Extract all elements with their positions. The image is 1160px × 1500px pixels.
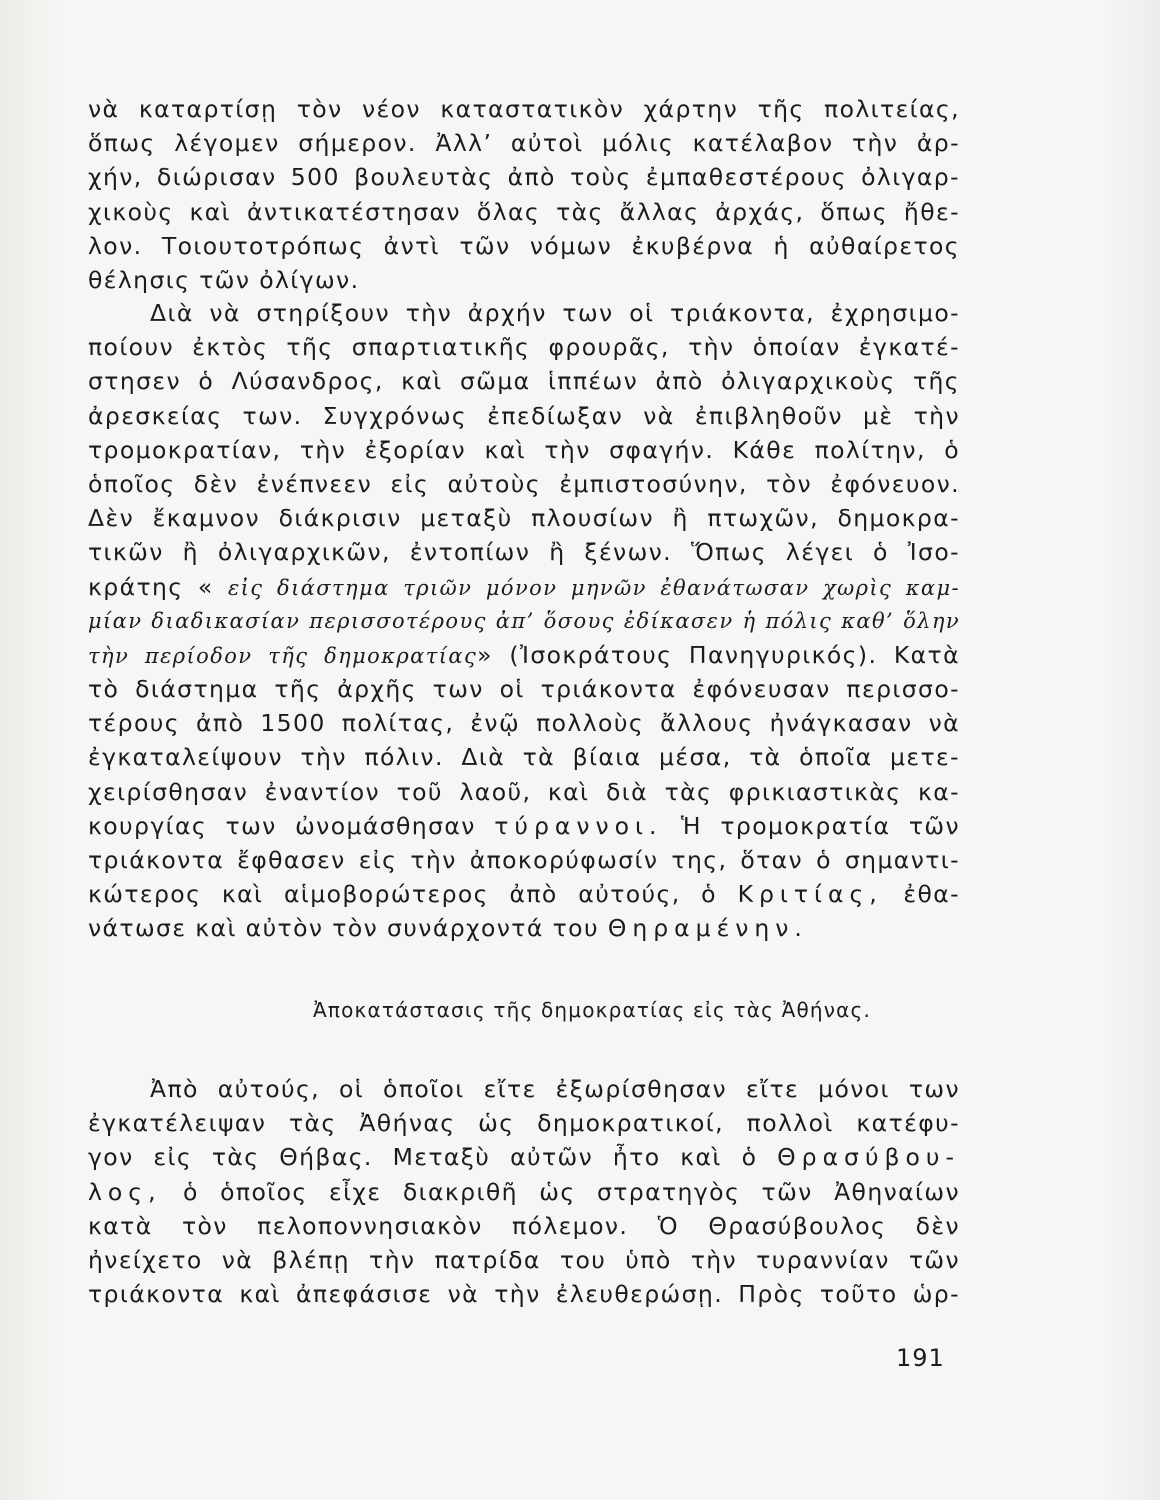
text-line: τὸ διάστημα τῆς ἀρχῆς των οἱ τριάκοντα ἐφόνευσαν περισσο- [88, 675, 960, 704]
paragraph-thrasybulus [88, 1072, 960, 1311]
text-segment: κώτερος καὶ αἱμοβορώτερος ἀπὸ αὐτούς, ὁ [88, 880, 717, 909]
text-line: ἐγκατέλειψαν τὰς Ἀθήνας ὡς δημοκρατικοί, πολλοὶ κατέφυ- [88, 1109, 960, 1138]
text-line: Ἀπὸ αὐτούς, οἱ ὁποῖοι εἴτε ἐξωρίσθησαν εἴτε μόνοι των [150, 1075, 960, 1103]
text-segment: ἐθα- [903, 880, 961, 909]
text-line: τρομοκρατίαν, τὴν ἐξορίαν καὶ τὴν σφαγήν. Κάθε πολίτην, ὁ [88, 435, 960, 464]
text-line: τικῶν ἢ ὀλιγαρχικῶν, ἐντοπίων ἢ ξένων. Ὅπως λέγει ὁ Ἰσο- [88, 538, 960, 567]
text-line: ἠνείχετο νὰ βλέπῃ τὴν πατρίδα του ὑπὸ τὴν τυραννίαν τῶν [88, 1245, 960, 1274]
page-number: 191 [896, 1344, 945, 1372]
text-line [88, 877, 960, 911]
paragraph-continuation [88, 92, 960, 297]
text-line: ὁποῖος δὲν ἐνέπνεεν εἰς αὐτοὺς ἐμπιστοσύνην, τὸν ἐφόνευον. [88, 469, 960, 498]
quote-line: μίαν διαδικασίαν περισσοτέρους ἀπ’ ὅσους ἐδίκασεν ἡ πόλις καθ’ ὅλην [88, 608, 960, 633]
text-line: τέρους ἀπὸ 1500 πολίτας, ἐνῷ πολλοὺς ἄλλους ἠνάγκασαν νὰ [88, 709, 960, 738]
quote-text: τὴν περίοδον τῆς δημοκρατίας [88, 643, 478, 668]
text-line: χήν, διώρισαν 500 βουλευτὰς ἀπὸ τοὺς ἐμπαθεστέρους ὀλιγαρ- [88, 163, 960, 192]
text-line: θέλησις τῶν ὀλίγων. [88, 265, 360, 294]
text-segment: γον εἰς τὰς Θήβας. Μεταξὺ αὐτῶν ἦτο καὶ ὁ [88, 1143, 758, 1172]
text-line [88, 911, 960, 945]
text-line: χειρίσθησαν ἐναντίον τοῦ λαοῦ, καὶ διὰ τὰς φρικιαστικὰς κα- [88, 777, 960, 806]
emphasis-kritias: Κριτίας, [737, 880, 883, 909]
text-segment: ὁ ὁποῖος εἶχε διακριθῆ ὡς στρατηγὸς τῶν Ἀθηναίων [182, 1177, 960, 1206]
quote-line [88, 570, 960, 604]
text-line [88, 809, 960, 843]
text-line [88, 1140, 960, 1174]
text-line [88, 1175, 960, 1209]
quote-line [88, 638, 960, 672]
text-line: τριάκοντα ἔφθασεν εἰς τὴν ἀποκορύφωσίν της, ὅταν ὁ σημαντι- [88, 846, 960, 874]
text-segment: κουργίας των ὠνομάσθησαν [88, 811, 476, 840]
quote-intro: κράτης « [88, 572, 214, 601]
emphasis-tyrannoi: τύραννοι. [494, 811, 663, 840]
emphasis-theramenes: Θηραμένην. [607, 914, 808, 943]
text-line: χικοὺς καὶ ἀντικατέστησαν ὅλας τὰς ἄλλας ἀρχάς, ὅπως ἤθε- [88, 197, 960, 226]
paragraph-thirty-tyrants [88, 296, 960, 946]
text-line: τριάκοντα καὶ ἀπεφάσισε νὰ τὴν ἐλευθερώσῃ. Πρὸς τοῦτο ὡρ- [88, 1280, 960, 1309]
section-heading: Ἀποκατάστασις τῆς δημοκρατίας εἰς τὰς Ἀθήνας. [312, 998, 872, 1022]
text-line: στησεν ὁ Λύσανδρος, καὶ σῶμα ἱππέων ἀπὸ ὀλιγαρχικοὺς τῆς [88, 367, 960, 396]
text-line: ἐγκαταλείψουν τὴν πόλιν. Διὰ τὰ βίαια μέσα, τὰ ὁποῖα μετε- [88, 743, 960, 772]
text-line: Δὲν ἔκαμνον διάκρισιν μεταξὺ πλουσίων ἢ πτωχῶν, δημοκρα- [88, 504, 960, 533]
text-segment: νάτωσε καὶ αὐτὸν τὸν συνάρχοντά του [88, 914, 599, 943]
text-line: ποίουν ἐκτὸς τῆς σπαρτιατικῆς φρουρᾶς, τὴν ὁποίαν ἐγκατέ- [88, 333, 960, 362]
text-line: ἀρεσκείας των. Συγχρόνως ἐπεδίωξαν νὰ ἐπιβληθοῦν μὲ τὴν [88, 401, 960, 430]
emphasis-thrasybulus: λος, [88, 1177, 162, 1206]
text-line: νὰ καταρτίσῃ τὸν νέον καταστατικὸν χάρτην τῆς πολιτείας, [88, 95, 960, 123]
emphasis-thrasybulus: Θρασύβου- [777, 1143, 961, 1172]
quote-citation: » (Ἰσοκράτους Πανηγυρικός). Κατὰ [477, 640, 960, 669]
text-line: Διὰ νὰ στηρίξουν τὴν ἀρχήν των οἱ τριάκοντα, ἐχρησιμο- [150, 299, 960, 327]
text-line: ὅπως λέγομεν σήμερον. Ἀλλ’ αὐτοὶ μόλις κατέλαβον τὴν ἀρ- [88, 129, 960, 158]
quote-text: εἰς διάστημα τριῶν μόνον μηνῶν ἐθανάτωσαν χωρὶς καμ- [228, 575, 961, 600]
text-line: κατὰ τὸν πελοποννησιακὸν πόλεμον. Ὁ Θρασύβουλος δὲν [88, 1211, 960, 1240]
text-line: λον. Τοιουτοτρόπως ἀντὶ τῶν νόμων ἐκυβέρνα ἡ αὐθαίρετος [88, 231, 960, 260]
text-segment: Ἡ τρομοκρατία τῶν [680, 811, 960, 840]
